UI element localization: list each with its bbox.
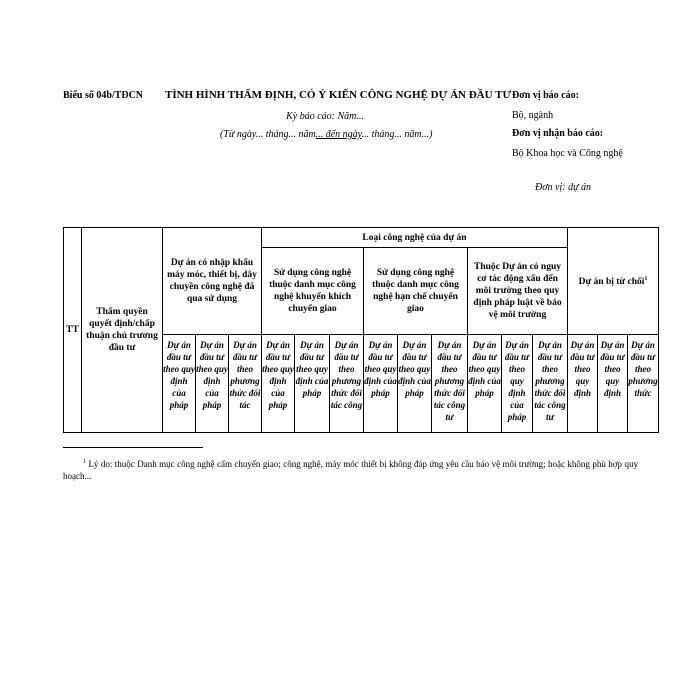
sub-col: Dự án đầu tư theo quy định của pháp (468, 335, 502, 433)
sub-col: Dự án đầu tư theo quy định của pháp (295, 335, 330, 433)
sub-col: Dự án đầu tư theo phương thức đối tác công (330, 335, 364, 433)
sub-col: Dự án đầu tư theo quy định của pháp (262, 335, 295, 433)
sub-col: Dự án đầu tư theo quy định của pháp (364, 335, 398, 433)
sub-col: Dự án đầu tư theo quy định của pháp (163, 335, 196, 433)
sub-col: Dự án đầu tư theo phương thức đối tác (229, 335, 262, 433)
sub-col: Dự án đầu tư theo phương thức đối tác công tư (533, 335, 568, 433)
col-risk: Thuộc Dự án có nguy cơ tác động xấu đến môi trường theo quy định pháp luật về bảo vệ môi trường (468, 248, 568, 335)
receiver-value: Bộ Khoa học và Công nghệ (512, 148, 623, 159)
col-import: Dự án có nhập khẩu máy móc, thiết bị, dây chuyền công nghệ đã qua sử dụng (163, 228, 262, 335)
footnote (63, 456, 638, 482)
page-title: TÌNH HÌNH THẨM ĐỊNH, CÓ Ý KIẾN CÔNG NGHỆ DỰ ÁN ĐẦU TƯ (165, 89, 512, 101)
col-restrict: Sử dụng công nghệ thuộc danh mục công nghệ hạn chế chuyển giao (364, 248, 468, 335)
form-number: Biểu số 04b/TĐCN (63, 90, 144, 101)
reporter-label: Đơn vị báo cáo: (512, 90, 579, 101)
col-authority: Thẩm quyền quyết định/chấp thuận chủ trương đầu tư (82, 228, 163, 433)
sub-col: Dự án đầu tư theo phương thức đối tác công tư (432, 335, 468, 433)
sub-col: Dự án đầu tư theo quy định (568, 335, 598, 433)
sub-col: Dự án đầu tư theo quy định (598, 335, 628, 433)
sub-col: Dự án đầu tư theo quy định của pháp (502, 335, 533, 433)
sub-col: Dự án đầu tư theo phương thức (628, 335, 659, 433)
footnote-divider (63, 447, 203, 448)
report-period: Kỳ báo cáo: Năm... (286, 111, 364, 122)
footnote-text: Lý do: thuộc Danh mục công nghệ cấm chuyển giao; công nghệ, máy móc thiết bị không đáp ứng yêu cầu bảo vệ môi trường; hoặc không phù hợp quy hoạch... (63, 459, 638, 481)
group-tech-type: Loại công nghệ của dự án (262, 228, 568, 248)
receiver-label: Đơn vị nhận báo cáo: (512, 128, 604, 139)
range-suffix: ... tháng... năm...) (361, 129, 433, 140)
col-reject-label: Dự án bị từ chối (578, 277, 645, 288)
footnote-ref: 1 (644, 276, 648, 283)
col-encourage: Sử dụng công nghệ thuộc danh mục công nghệ khuyến khích chuyển giao (262, 248, 364, 335)
reporter-value: Bộ, ngành (512, 110, 554, 121)
sub-col: Dự án đầu tư theo quy định của pháp (398, 335, 432, 433)
unit-label: Đơn vị: dự án (535, 182, 592, 193)
col-tt: TT (64, 228, 82, 433)
footnote-marker: 1 (83, 459, 86, 465)
col-reject (568, 228, 659, 335)
range-mid: ... đến ngày (315, 129, 362, 140)
report-range (220, 129, 432, 140)
report-table (63, 227, 659, 433)
range-prefix: (Từ ngày... tháng... năm (220, 129, 316, 140)
sub-col: Dự án đầu tư theo quy định của pháp (196, 335, 229, 433)
